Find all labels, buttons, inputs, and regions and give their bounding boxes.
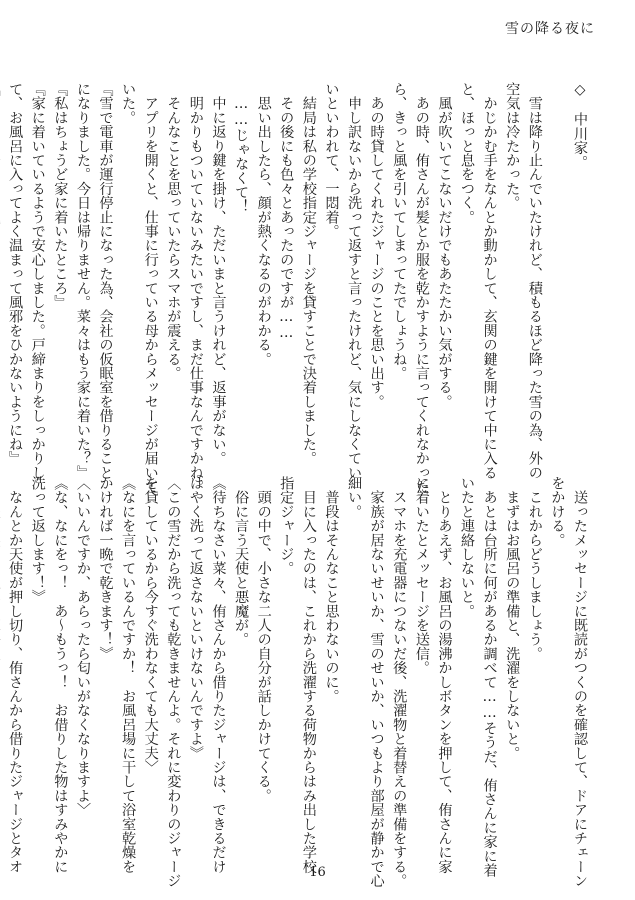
text-line: とりあえず、お風呂の湯沸かしボタンを押して、侑さんに家: [436, 476, 453, 874]
text-line: 家族が居ないせいか、雪のせいか、いつもより部屋が静かで心: [368, 476, 385, 888]
text-line: 〈この雪だから洗っても乾きませんよ。それに変わりのジャージ: [165, 476, 182, 888]
text-line: 《な、なにをっ！ あ〜もうっ！ お借りした物はすみやかに: [52, 476, 69, 874]
text-line: 風が吹いてこないだけでもあたたかい気がする。: [436, 82, 453, 409]
text-line: まずはお風呂の準備と、洗濯をしないと。: [504, 476, 521, 760]
upper-text-block: [0, 82, 591, 494]
running-header: 雪の降る夜に: [505, 21, 595, 37]
text-line: をかける。: [549, 476, 566, 547]
text-line: かじかむ手をなんとか動かして、玄関の鍵を開けて中に入る: [481, 82, 498, 480]
text-line: アプリを開くと、仕事に行っている母からメッセージが届いて: [142, 82, 159, 494]
text-line: 申し訳ないから洗って返すと言ったけれど、気にしなくてい: [346, 82, 363, 480]
text-line: ……じゃなくて！: [233, 82, 250, 214]
text-line: に着いたとメッセージを送信。: [413, 476, 430, 675]
text-line: 指定ジャージ。: [278, 476, 295, 576]
text-line: になりました。今日は帰りません。菜々はもう家に着いた？』: [74, 82, 91, 480]
text-line: なんとか天使が押し切り、侑さんから借りたジャージとタオ: [7, 476, 24, 874]
text-line: あの時、侑さんが髪とか服を乾かすように言ってくれなかった: [413, 82, 430, 494]
text-line: て、お風呂に入ってよく温まって風邪をひかないようにね』: [7, 82, 24, 466]
text-line: 目に入ったのは、これから洗濯する荷物からはみ出した学校: [300, 476, 317, 874]
text-line: その後にも色々とあったのですが……: [278, 82, 295, 342]
text-line: 『私はちょうど家に着いたところ』: [52, 82, 69, 310]
text-line: そんなことを思っていたらスマホが震える。: [165, 82, 182, 381]
text-line: [546, 82, 569, 462]
text-line: いた。: [120, 82, 137, 125]
text-line: と、ほっと息をつく。: [459, 82, 476, 224]
text-line: 俗に言う天使と悪魔が。: [233, 476, 250, 647]
text-line: 中に返り鍵を掛け、ただいまと言うけれど、返事がない。: [210, 82, 227, 466]
text-line: 細い。: [346, 476, 363, 519]
text-line: あとは台所に何があるか調べて……そうだ、侑さんに家に着: [481, 476, 498, 878]
text-line: を貸しているから今すぐ洗わなくても大丈夫〉: [142, 476, 159, 775]
text-line: あの時貸してくれたジャージのことを思い出す。: [368, 82, 385, 409]
text-line: 結局は私の学校指定ジャージを貸すことで決着しました。: [300, 82, 317, 466]
text-line: ◇ 中川家。: [572, 82, 588, 169]
text-line: 《待ちなさい菜々、侑さんから借りたジャージは、できるだけ: [210, 476, 227, 874]
text-line: 頭の中で、小さな二人の自分が話しかけてくる。: [255, 476, 272, 803]
text-line: かければ一晩で乾きます！》: [97, 476, 114, 661]
text-line: 送ったメッセージに既読がつくのを確認して、ドアにチェーン: [572, 476, 588, 888]
text-line: 《なにを言っているんですか！ お風呂場に干して浴室乾燥を: [120, 476, 137, 874]
text-line: いたと連絡しないと。: [459, 476, 476, 618]
text-line: 空気は冷たかった。: [504, 82, 521, 210]
text-line: ら、きっと風を引いてしまってたでしょうね。: [391, 82, 408, 381]
text-line: 雪は降り止んでいたけれど、積もるほど降った雪の為、外の: [526, 82, 543, 480]
page-number: 16: [309, 865, 326, 880]
text-line: 『家に着いているようで安心しました。戸締まりをしっかりし: [29, 82, 46, 480]
text-line: はやく洗って返さないといけないんですよ》: [187, 476, 204, 760]
text-line: これからどうしましょう。: [526, 476, 543, 661]
text-line: いといわれて、一悶着。: [323, 82, 340, 239]
text-line: 〈いいんですか、あらったら匂いがなくなりますよ〉: [74, 476, 91, 817]
text-line: 思い出したら、顔が熱くなるのがわかる。: [255, 82, 272, 366]
text-line: 明かりもついていないみたいですし、まだ仕事なんですかね。: [187, 82, 204, 494]
text-line: 普段はそんなこと思わないのに。: [323, 476, 340, 704]
text-line: 洗って返します！》: [29, 476, 46, 604]
text-line: 『雪で電車が運行停止になった為、会社の仮眠室を借りること: [97, 82, 114, 480]
text-line: スマホを充電器につないだ後、洗濯物と着替えの準備をする。: [391, 476, 408, 888]
